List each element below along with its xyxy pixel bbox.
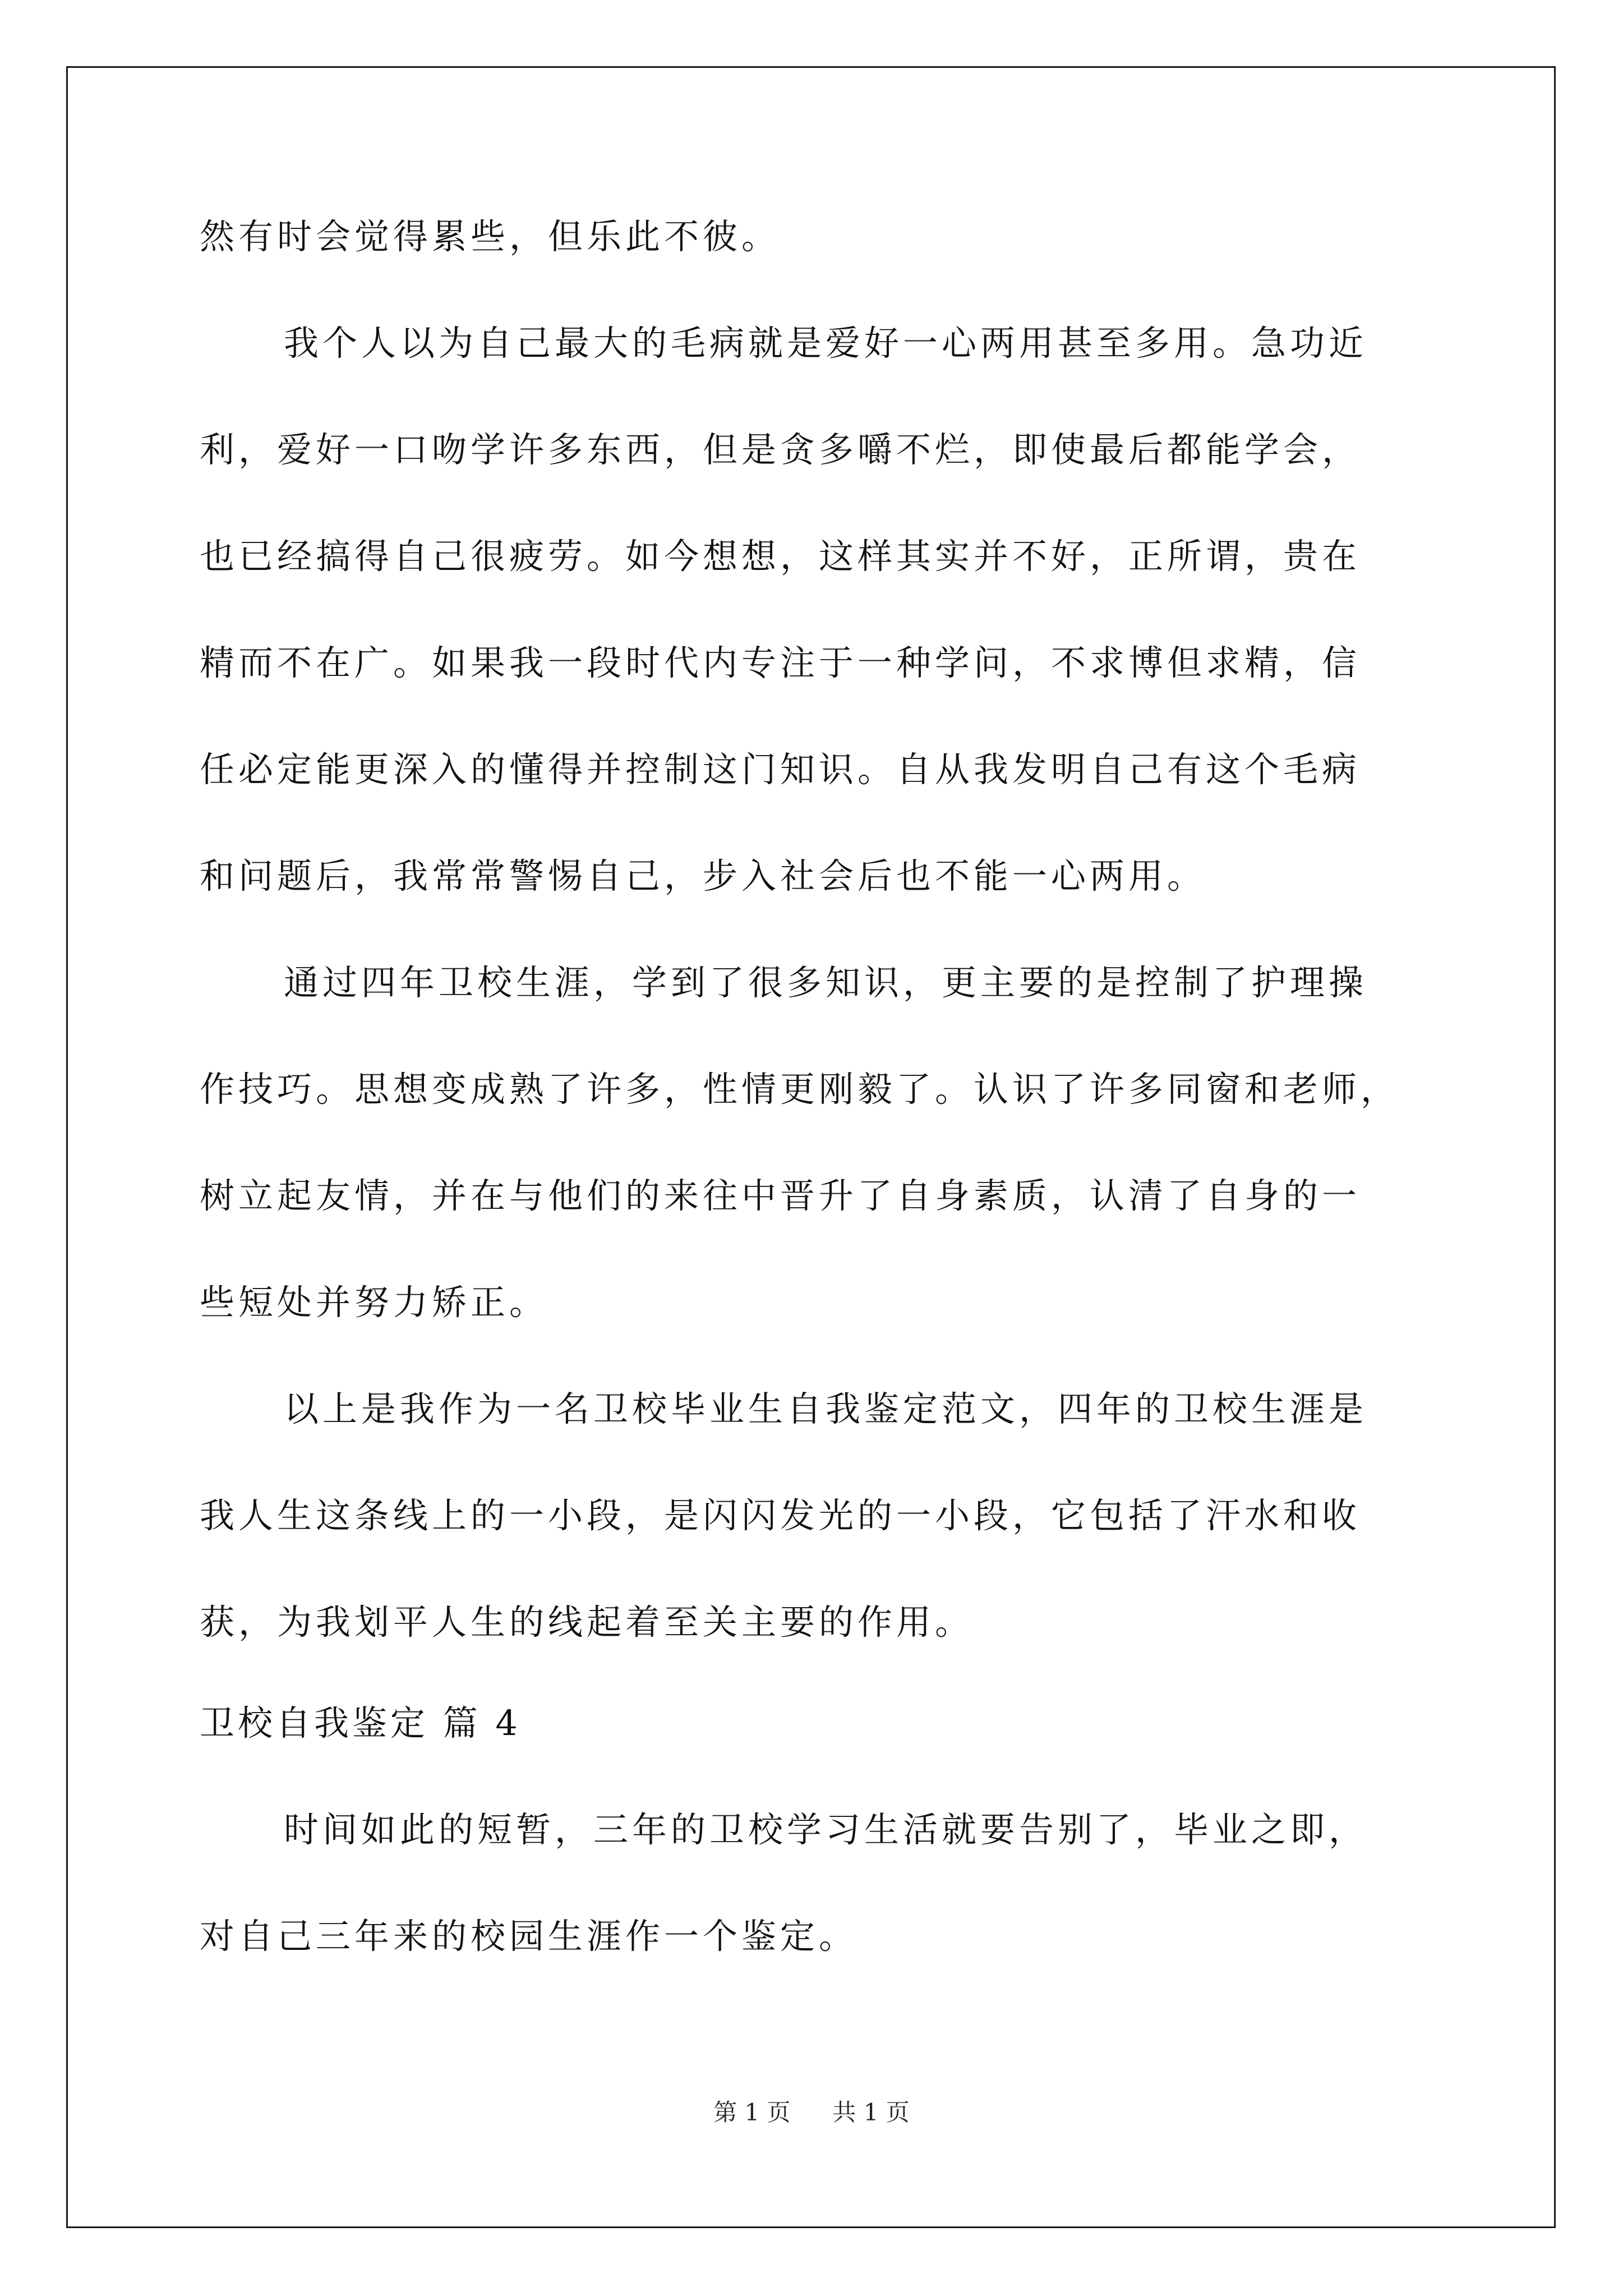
paragraph-line: 然有时会觉得累些，但乐此不彼。 <box>200 216 781 257</box>
paragraph-line: 以上是我作为一名卫校毕业生自我鉴定范文，四年的卫校生涯是 <box>284 1388 1368 1429</box>
page-total: 共 1 页 <box>832 2099 910 2126</box>
section-heading: 卫校自我鉴定 篇 4 <box>200 1703 521 1743</box>
paragraph-line: 我人生这条线上的一小段，是闪闪发光的一小段，它包括了汗水和收 <box>200 1495 1361 1536</box>
paragraph-line: 些短处并努力矫正。 <box>200 1282 548 1323</box>
paragraph-line: 也已经搞得自己很疲劳。如今想想，这样其实并不好，正所谓，贵在 <box>200 536 1361 577</box>
paragraph-line: 我个人以为自己最大的毛病就是爱好一心两用甚至多用。急功近 <box>284 323 1368 364</box>
paragraph-line: 通过四年卫校生涯，学到了很多知识，更主要的是控制了护理操 <box>284 962 1368 1003</box>
paragraph-line: 对自己三年来的校园生涯作一个鉴定。 <box>200 1916 858 1957</box>
paragraph-line: 和问题后，我常常警惕自己，步入社会后也不能一心两用。 <box>200 855 1206 896</box>
paragraph-line: 获，为我划平人生的线起着至关主要的作用。 <box>200 1602 974 1642</box>
paragraph-line: 时间如此的短暂，三年的卫校学习生活就要告别了，毕业之即， <box>284 1809 1368 1850</box>
page-number: 第 1 页 <box>713 2099 791 2126</box>
paragraph-line: 精而不在广。如果我一段时代内专注于一种学问，不求博但求精，信 <box>200 642 1361 683</box>
page-border <box>66 66 1556 2228</box>
paragraph-line: 作技巧。思想变成熟了许多，性情更刚毅了。认识了许多同窗和老师， <box>200 1069 1400 1110</box>
page-footer <box>0 2097 1623 2128</box>
paragraph-line: 树立起友情，并在与他们的来往中晋升了自身素质，认清了自身的一 <box>200 1175 1361 1216</box>
paragraph-line: 利，爱好一口吻学许多东西，但是贪多嚼不烂，即使最后都能学会， <box>200 429 1361 470</box>
paragraph-line: 任必定能更深入的懂得并控制这门知识。自从我发明自己有这个毛病 <box>200 749 1361 790</box>
